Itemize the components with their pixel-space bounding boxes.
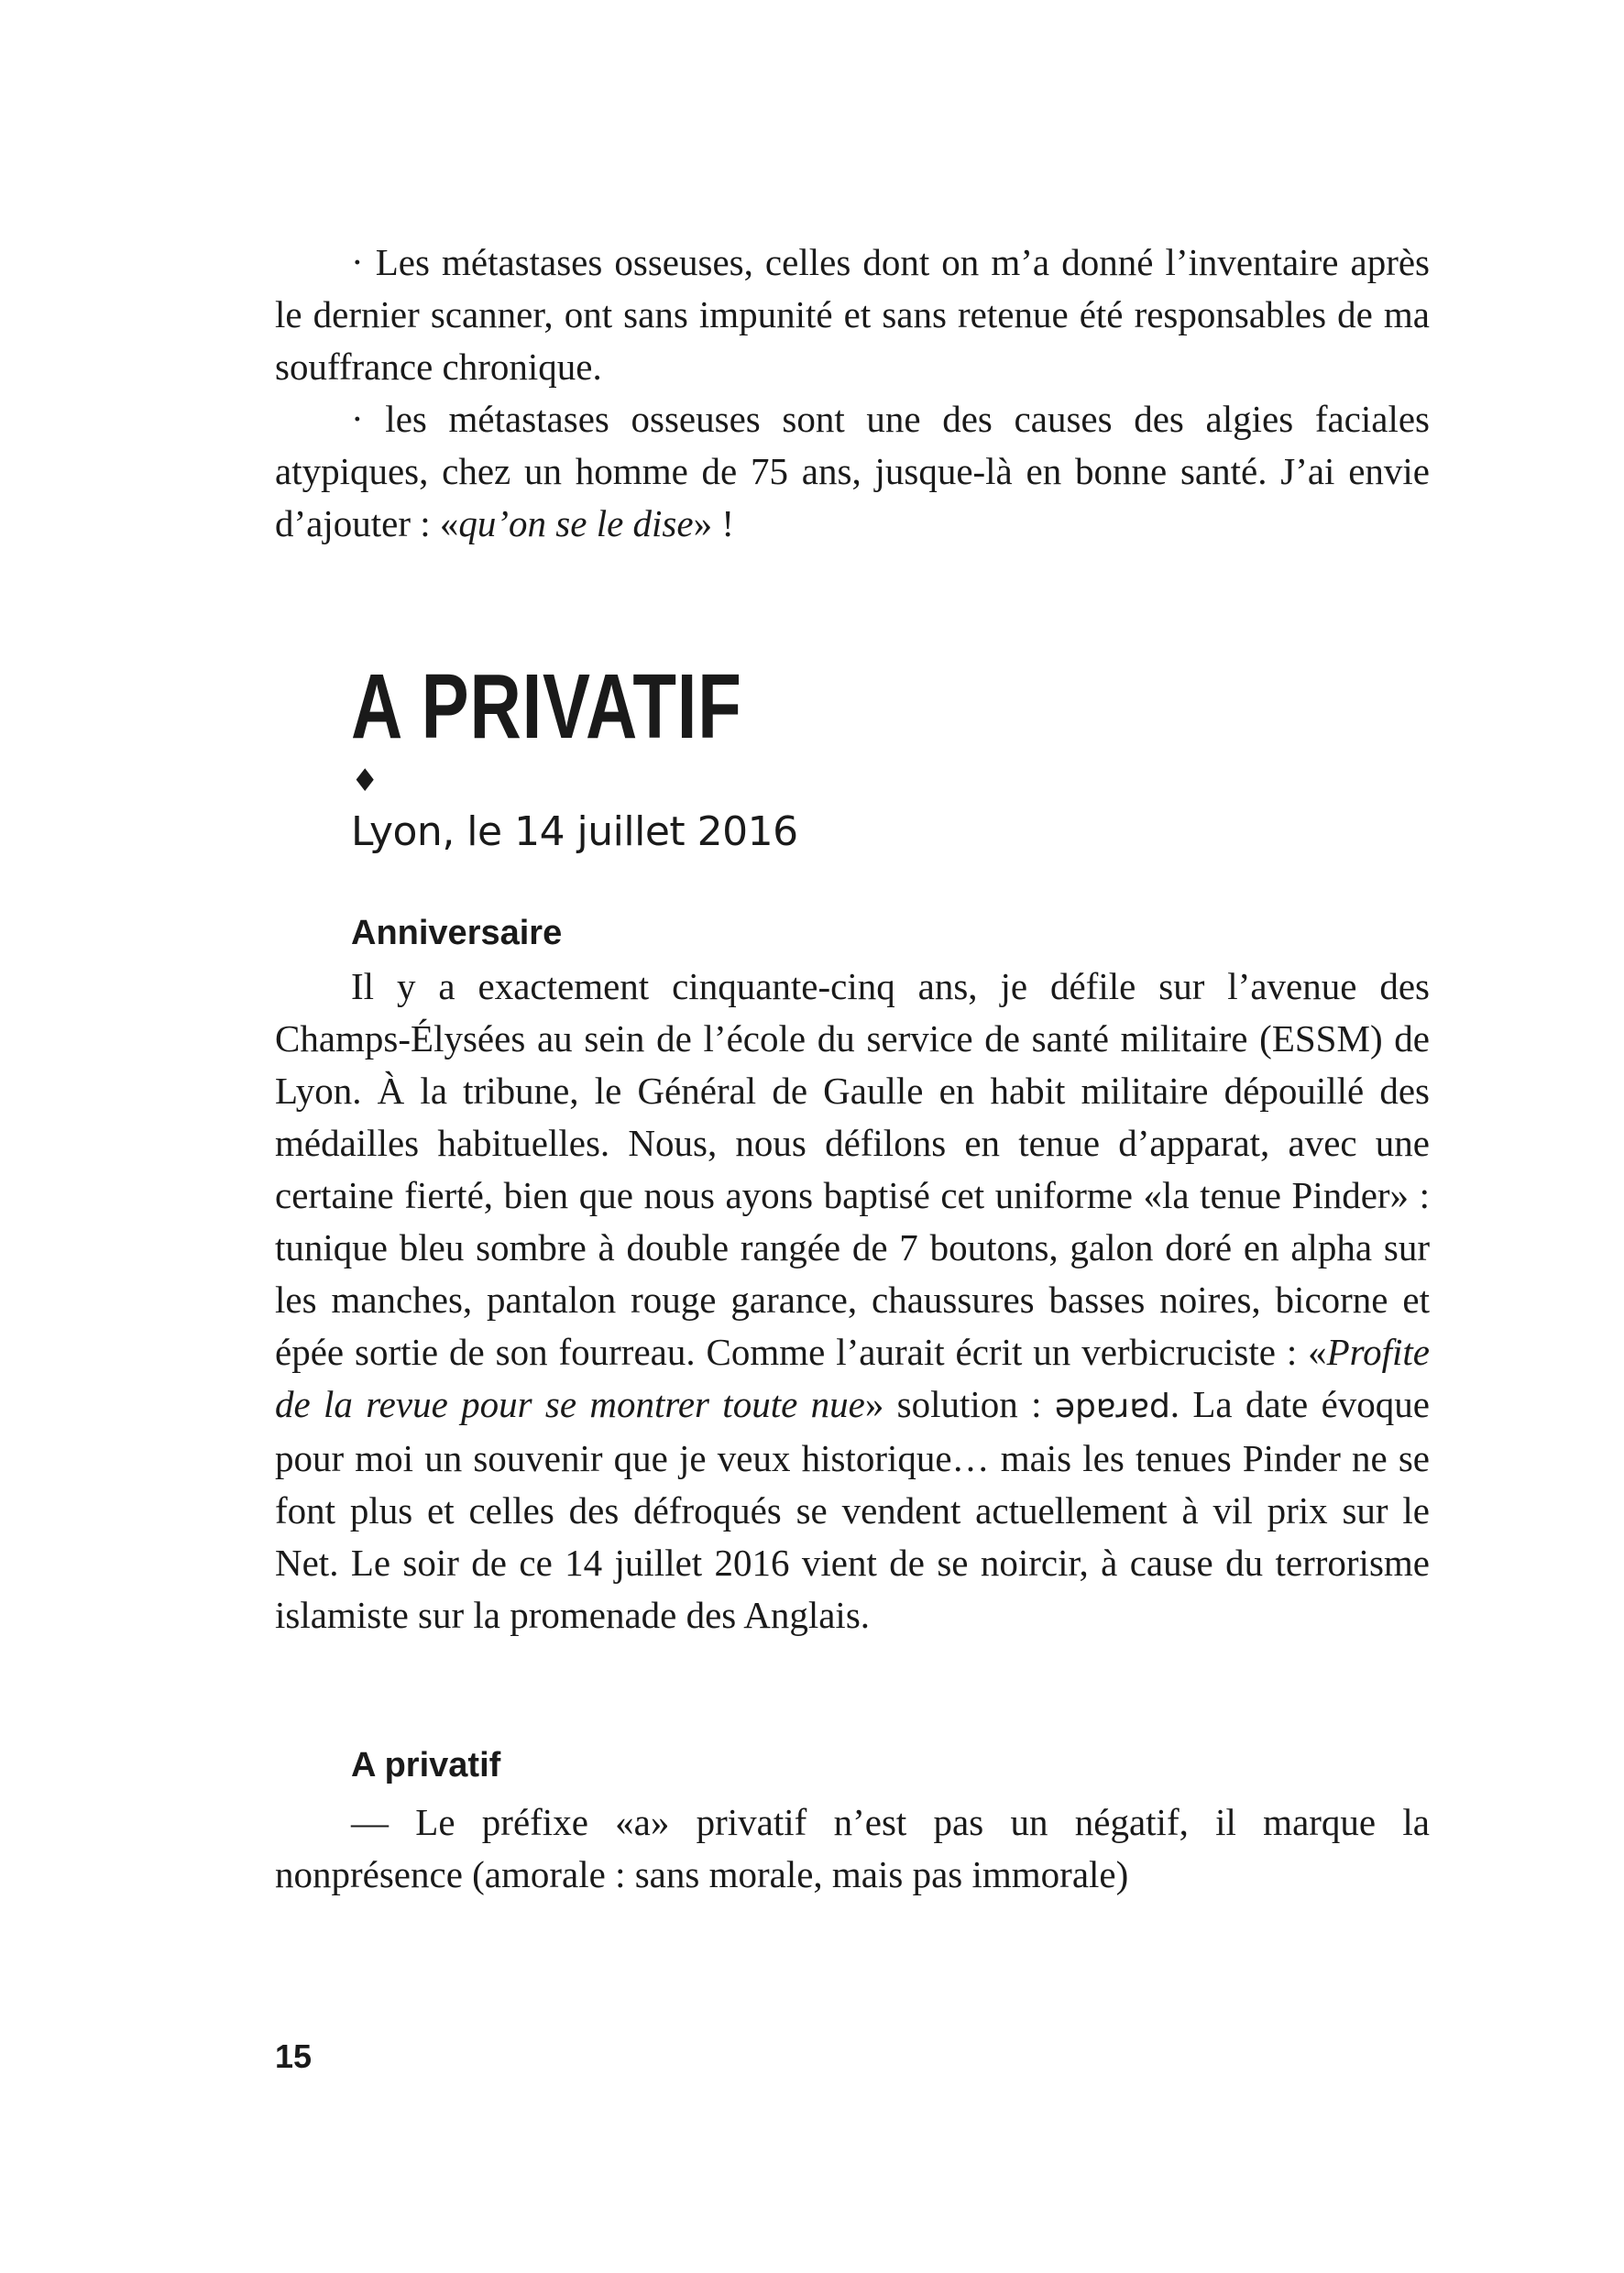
section-heading-a-privatif: A privatif	[351, 1746, 501, 1784]
italic-quote: Profite de la revue pour se montrer toute nue	[275, 1331, 1430, 1425]
diamond-ornament-icon: ♦	[351, 763, 379, 799]
italic-quote: qu’on se le dise	[458, 502, 694, 544]
bullet-item: · Les métastases osseuses, celles dont on m’a donné l’inventaire après le dernier scanner, ont sans impunité et sans retenue été responsables de ma souffrance chronique.	[275, 241, 1430, 388]
page-number: 15	[275, 2037, 313, 2075]
section-heading-anniversaire: Anniversaire	[351, 914, 563, 952]
dateline: Lyon, le 14 juillet 2016	[351, 808, 798, 855]
paragraph-text: Il y a exactement cinquante-cinq ans, je défile sur l’avenue des Champs-Élysées au sein de l’école du service de santé militaire (ESSM) de Lyon. À la tribune, le Général de Gaulle en habit militaire dépouillé des médailles habituelles. Nous, nous défilons en tenue d’apparat, avec une certaine fierté, bien que nous ayons baptisé cet uniforme «la tenue Pinder» : tunique bleu sombre à double rangée de 7 boutons, galon doré en alpha sur les manches, pantalon rouge garance, chaussures basses noires, bicorne et épée sortie de son fourreau. Comme l’aurait écrit un verbicruciste : «	[275, 965, 1430, 1373]
section-body-anniversaire	[275, 961, 1430, 1642]
bullet-item	[275, 393, 1430, 550]
bullet-list	[275, 236, 1430, 550]
inverted-solution: ǝpɐɹɐd	[1054, 1388, 1170, 1425]
paragraph-text: » solution :	[864, 1383, 1055, 1425]
section-body-a-privatif	[275, 1796, 1430, 1901]
chapter-title: A PRIVATIF	[351, 655, 742, 758]
bullet-text: · les métastases osseuses sont une des causes des algies faciales atypiques, chez un homme de 75 ans, jusque-là en bonne santé. J’ai envie d’ajouter : «	[275, 398, 1430, 544]
bullet-text: » !	[693, 502, 734, 544]
paragraph: — Le préfixe «a» privatif n’est pas un négatif, il marque la nonprésence (amorale : sans morale, mais pas immorale)	[275, 1801, 1430, 1895]
paragraph	[275, 961, 1430, 1642]
paragraph-text: . La date évoque pour moi un souvenir que je veux historique… mais les tenues Pinder ne se font plus et celles des défroqués se vendent actuellement à vil prix sur le Net. Le soir de ce 14 juillet 2016 vient de se noircir, à cause du terrorisme islamiste sur la promenade des Anglais.	[275, 1383, 1430, 1636]
